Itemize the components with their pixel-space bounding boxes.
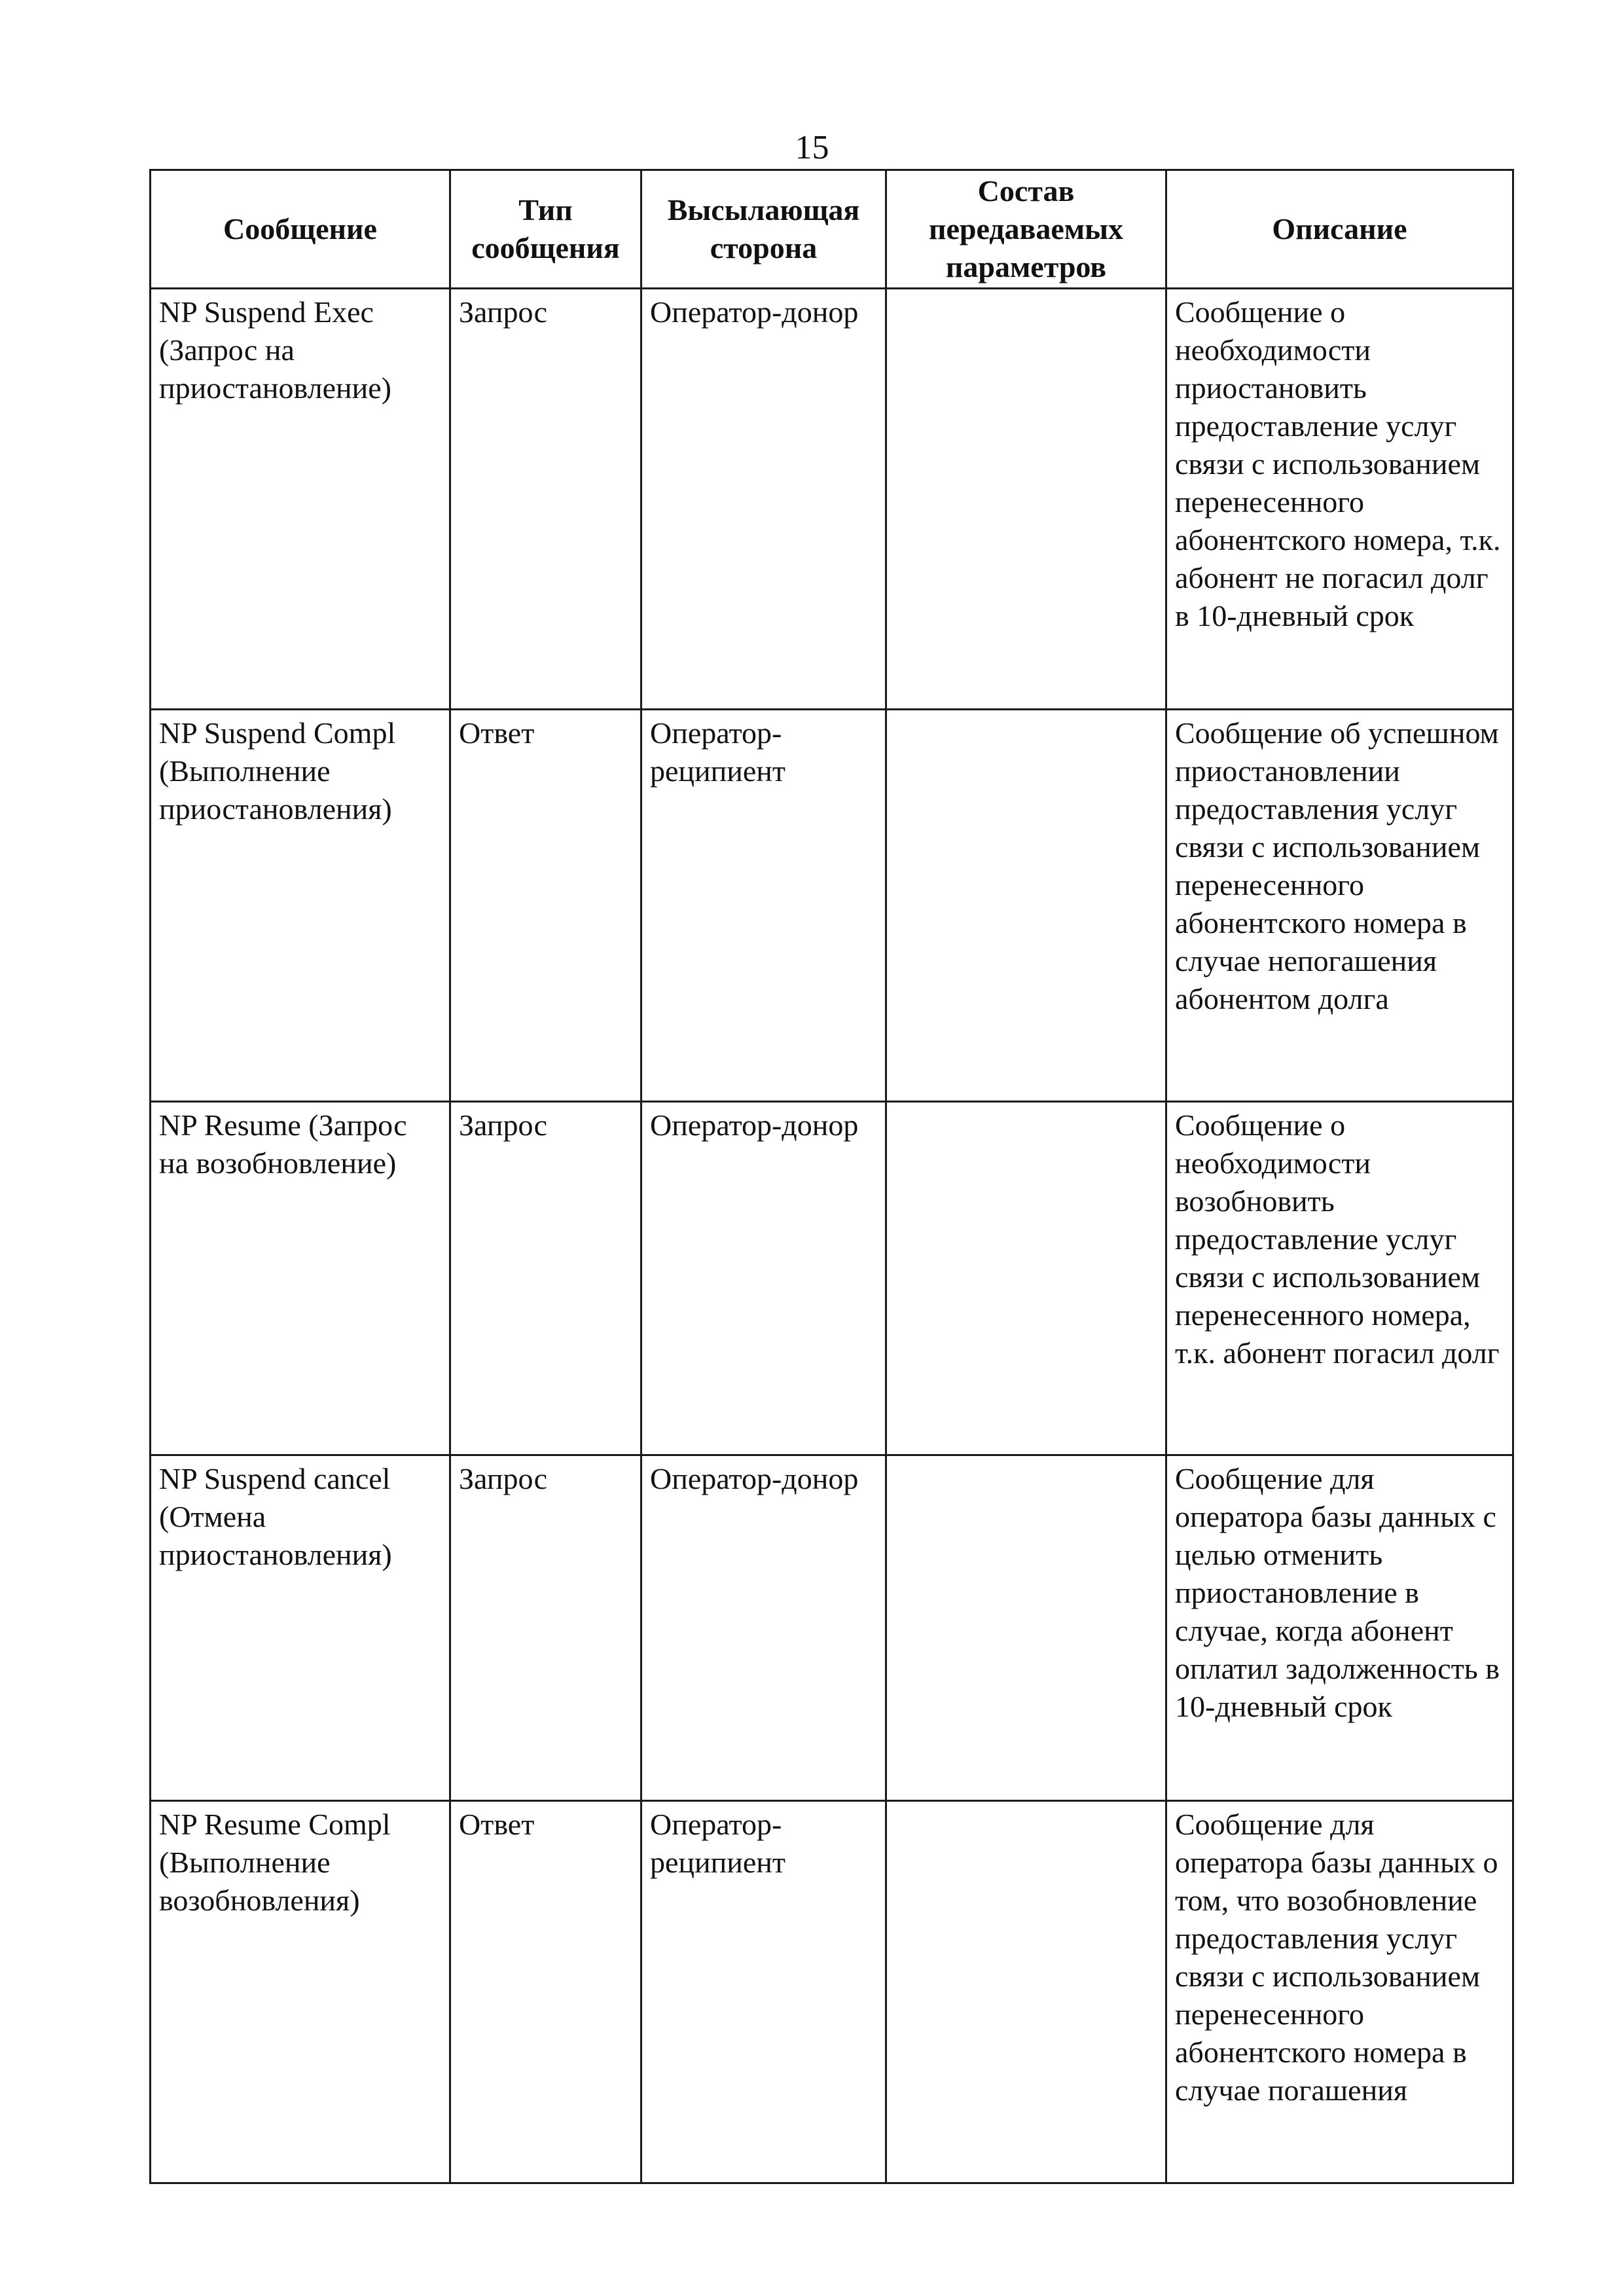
cell-type: Запрос [450,1102,641,1455]
cell-message: NP Suspend cancel (Отмена приостановления) [151,1455,450,1801]
cell-sender: Оператор-донор [641,1455,886,1801]
cell-params [886,710,1166,1102]
header-parameters: Состав передаваемых параметров [886,170,1166,289]
cell-description: Сообщение об успешном приостановлении предоставления услуг связи с использованием перенесенного абонентского номера в случае непогашения абонентом долга [1166,710,1513,1102]
table-row [151,710,1513,1102]
cell-description: Сообщение для оператора базы данных с целью отменить приостановление в случае, когда абонент оплатил задолженность в 10-дневный срок [1166,1455,1513,1801]
cell-message: NP Resume Compl (Выполнение возобновления) [151,1801,450,2183]
cell-sender: Оператор-реципиент [641,1801,886,2183]
cell-type: Запрос [450,289,641,710]
cell-type: Ответ [450,1801,641,2183]
cell-description: Сообщение для оператора базы данных о том, что возобновление предоставления услуг связи с использованием перенесенного абонентского номера в случае погашения [1166,1801,1513,2183]
table-row [151,1455,1513,1801]
table-row [151,1102,1513,1455]
header-description: Описание [1166,170,1513,289]
cell-params [886,289,1166,710]
cell-sender: Оператор-реципиент [641,710,886,1102]
table-row [151,1801,1513,2183]
cell-params [886,1801,1166,2183]
header-message: Сообщение [151,170,450,289]
cell-message: NP Resume (Запрос на возобновление) [151,1102,450,1455]
cell-sender: Оператор-донор [641,289,886,710]
cell-message: NP Suspend Exec (Запрос на приостановление) [151,289,450,710]
messages-table [149,169,1512,2184]
cell-params [886,1102,1166,1455]
header-sender: Высылающая сторона [641,170,886,289]
cell-description: Сообщение о необходимости возобновить предоставление услуг связи с использованием перенесенного номера, т.к. абонент погасил долг [1166,1102,1513,1455]
table-header-row [151,170,1513,289]
cell-params [886,1455,1166,1801]
cell-description: Сообщение о необходимости приостановить предоставление услуг связи с использованием перенесенного абонентского номера, т.к. абонент не погасил долг в 10-дневный срок [1166,289,1513,710]
cell-sender: Оператор-донор [641,1102,886,1455]
cell-type: Запрос [450,1455,641,1801]
table-row [151,289,1513,710]
cell-message: NP Suspend Compl (Выполнение приостановления) [151,710,450,1102]
cell-type: Ответ [450,710,641,1102]
page-number: 15 [795,129,829,166]
header-message-type: Тип сообщения [450,170,641,289]
